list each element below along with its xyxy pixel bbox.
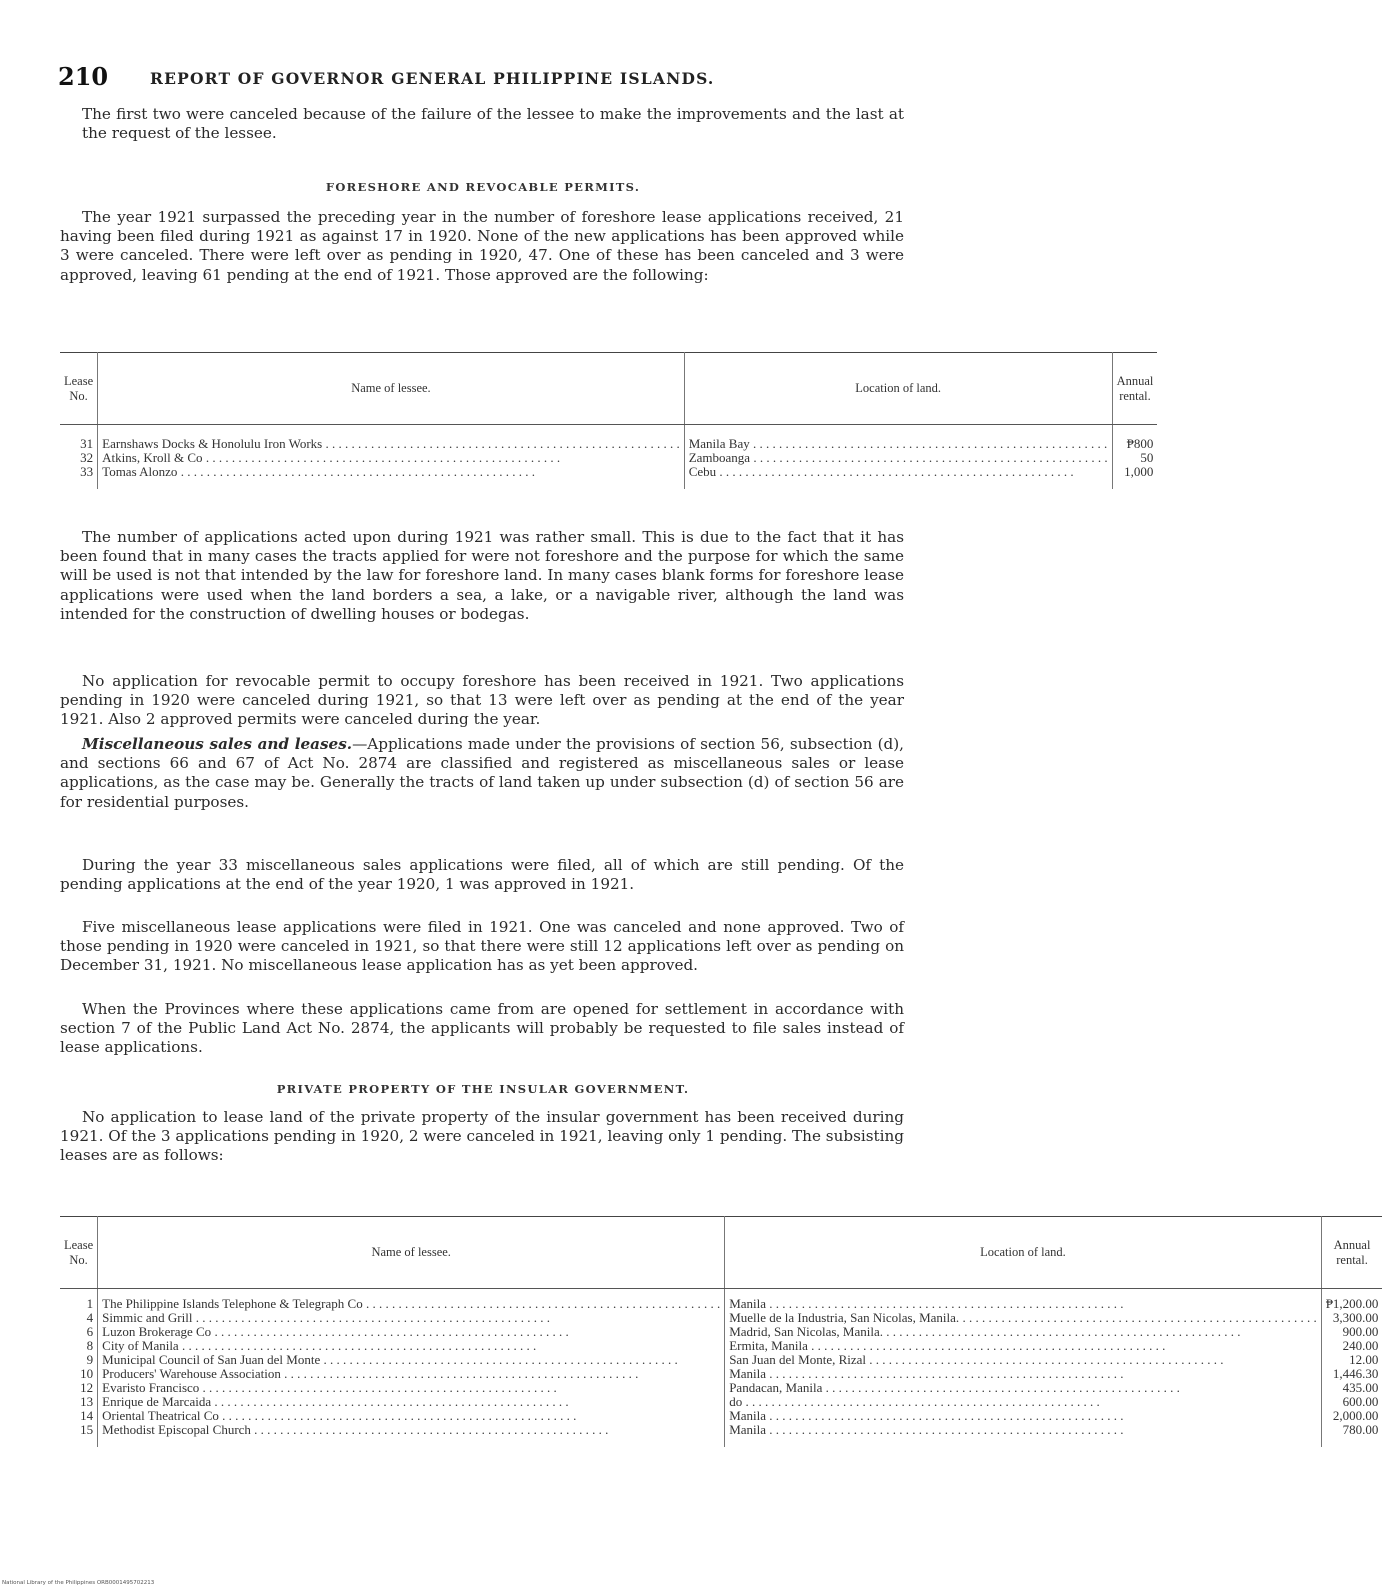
page-number: 210	[58, 62, 109, 91]
table-row	[60, 425, 1157, 452]
annual-rental: 780.00	[1342, 1422, 1379, 1437]
lease-number: 10	[80, 1366, 94, 1381]
paragraph-applications-acted: The number of applications acted upon during 1921 was rather small. This is due to the fact that it has been found that in many cases the tracts applied for were not foreshore and the purpose for which the same will be used is not that intended by the law for foreshore land. In many cases blank forms for foreshore lease applications were used when the land borders a sea, a lake, or a navigable river, although the land was intended for the construction of dwelling houses or bodegas.	[60, 528, 904, 623]
land-location: Manila . . .	[729, 1409, 1316, 1423]
section-heading-private-property: PRIVATE PROPERTY OF THE INSULAR GOVERNMENT.	[276, 1082, 690, 1096]
table-row	[60, 465, 1157, 489]
col-lessee-name: Name of lessee.	[98, 353, 685, 425]
lease-number: 31	[80, 436, 94, 451]
land-location: Cebu . . .	[689, 465, 1108, 479]
lessee-name: City of Manila . . .	[102, 1339, 720, 1353]
annual-rental: 2,000.00	[1332, 1408, 1379, 1423]
lessee-name: Producers' Warehouse Association . . .	[102, 1367, 720, 1381]
land-location: Pandacan, Manila . . .	[729, 1381, 1316, 1395]
lessee-name: Oriental Theatrical Co . . .	[102, 1409, 720, 1423]
misc-sales-text: —Applications made under the provisions of section 56, subsection (d), and sections 66 and 67 of Act No. 2874 are classified and registered as miscellaneous sales or lease applications, as the case may be. Generally the tracts of land taken up under subsection (d) of section 56 are for residential purposes.	[60, 735, 904, 811]
land-location: do . . .	[729, 1395, 1316, 1409]
section-heading-foreshore: FORESHORE AND REVOCABLE PERMITS.	[325, 180, 641, 194]
col-location: Location of land.	[684, 353, 1112, 425]
lessee-name: Municipal Council of San Juan del Monte . . .	[102, 1353, 720, 1367]
land-location: Manila . . .	[729, 1367, 1316, 1381]
annual-rental: 1,446.30	[1332, 1366, 1379, 1381]
foreshore-paragraph: The year 1921 surpassed the preceding year in the number of foreshore lease applications received, 21 having been filed during 1921 as against 17 in 1920. None of the new applications has been approved while 3 were canceled. There were left over as pending in 1920, 47. One of these has been canceled and 3 were approved, leaving 61 pending at the end of 1921. Those approved are the following:	[60, 208, 904, 284]
annual-rental: 600.00	[1342, 1394, 1379, 1409]
lease-number: 12	[80, 1380, 94, 1395]
table-row	[60, 1339, 1382, 1353]
lease-number: 1	[86, 1296, 94, 1311]
annual-rental: ₱1,200.00	[1325, 1296, 1379, 1311]
lessee-name: The Philippine Islands Telephone & Telegraph Co . . .	[102, 1297, 720, 1311]
foreshore-lease-table	[60, 352, 1157, 489]
land-location: Manila Bay . . .	[689, 437, 1108, 451]
table-row	[60, 451, 1157, 465]
lease-number: 14	[80, 1408, 94, 1423]
table-row	[60, 1353, 1382, 1367]
land-location: Zamboanga . . .	[689, 451, 1108, 465]
private-property-paragraph: No application to lease land of the private property of the insular government has been received during 1921. Of the 3 applications pending in 1920, 2 were canceled in 1921, leaving only 1 pending. The subsisting leases are as follows:	[60, 1108, 904, 1165]
table-row	[60, 1409, 1382, 1423]
table-row	[60, 1325, 1382, 1339]
col-rental: Annual rental.	[1321, 1217, 1382, 1289]
table-row	[60, 1381, 1382, 1395]
annual-rental: 12.00	[1349, 1352, 1379, 1367]
scan-footer: National Library of the Philippines ORB0001495702213	[2, 1580, 155, 1586]
lease-number: 15	[80, 1422, 94, 1437]
lease-number: 33	[80, 464, 94, 479]
annual-rental: 240.00	[1342, 1338, 1379, 1353]
insular-lease-table	[60, 1216, 1382, 1447]
lease-number: 9	[86, 1352, 94, 1367]
paragraph-misc-sales-filed: During the year 33 miscellaneous sales applications were filed, all of which are still pending. Of the pending applications at the end of the year 1920, 1 was approved in 1921.	[60, 856, 904, 894]
paragraph-revocable-permit: No application for revocable permit to occupy foreshore has been received in 1921. Two applications pending in 1920 were canceled during 1921, so that 13 were left over as pending at the end of the year 1921. Also 2 approved permits were canceled during the year.	[60, 672, 904, 729]
table-row	[60, 1395, 1382, 1409]
lessee-name: Simmic and Grill . . .	[102, 1311, 720, 1325]
lessee-name: Earnshaws Docks & Honolulu Iron Works . . .	[102, 437, 680, 451]
col-rental: Annual rental.	[1112, 353, 1157, 425]
lease-number: 4	[86, 1310, 94, 1325]
annual-rental: 1,000	[1124, 464, 1154, 479]
land-location: Manila . . .	[729, 1297, 1316, 1311]
table-row	[60, 1311, 1382, 1325]
land-location: Ermita, Manila . . .	[729, 1339, 1316, 1353]
land-location: San Juan del Monte, Rizal . . .	[729, 1353, 1316, 1367]
table-row	[60, 1423, 1382, 1447]
annual-rental: 435.00	[1342, 1380, 1379, 1395]
annual-rental: 50	[1140, 450, 1154, 465]
lessee-name: Evaristo Francisco . . .	[102, 1381, 720, 1395]
lessee-name: Enrique de Marcaida . . .	[102, 1395, 720, 1409]
lease-number: 13	[80, 1394, 94, 1409]
annual-rental: 900.00	[1342, 1324, 1379, 1339]
lessee-name: Methodist Episcopal Church . . .	[102, 1423, 720, 1437]
paragraph-provinces: When the Provinces where these applications came from are opened for settlement in accordance with section 7 of the Public Land Act No. 2874, the applicants will probably be requested to file sales instead of lease applications.	[60, 1000, 904, 1057]
land-location: Manila . . .	[729, 1423, 1316, 1437]
col-location: Location of land.	[725, 1217, 1321, 1289]
land-location: Muelle de la Industria, San Nicolas, Manila. . . .	[729, 1311, 1316, 1325]
lessee-name: Tomas Alonzo . . .	[102, 465, 680, 479]
lease-number: 6	[86, 1324, 94, 1339]
paragraph-misc-sales	[60, 735, 904, 812]
annual-rental: 3,300.00	[1332, 1310, 1379, 1325]
lessee-name: Luzon Brokerage Co . . .	[102, 1325, 720, 1339]
col-lease-no: Lease No.	[60, 1217, 98, 1289]
col-lease-no: Lease No.	[60, 353, 98, 425]
running-title: REPORT OF GOVERNOR GENERAL PHILIPPINE ISLANDS.	[150, 69, 715, 88]
table-row	[60, 1367, 1382, 1381]
page-header	[58, 62, 918, 92]
paragraph-misc-lease: Five miscellaneous lease applications were filed in 1921. One was canceled and none approved. Two of those pending in 1920 were canceled in 1921, so that there were still 12 applications left over as pending on December 31, 1921. No miscellaneous lease application has as yet been approved.	[60, 918, 904, 975]
annual-rental: ₱800	[1126, 436, 1154, 451]
table-row	[60, 1289, 1382, 1312]
land-location: Madrid, San Nicolas, Manila. . . .	[729, 1325, 1316, 1339]
lease-number: 32	[80, 450, 94, 465]
intro-paragraph: The first two were canceled because of the failure of the lessee to make the improvements and the last at the request of the lessee.	[82, 105, 904, 143]
lessee-name: Atkins, Kroll & Co . . .	[102, 451, 680, 465]
misc-sales-label: Miscellaneous sales and leases.	[82, 735, 353, 753]
lease-number: 8	[86, 1338, 94, 1353]
col-lessee-name: Name of lessee.	[98, 1217, 725, 1289]
